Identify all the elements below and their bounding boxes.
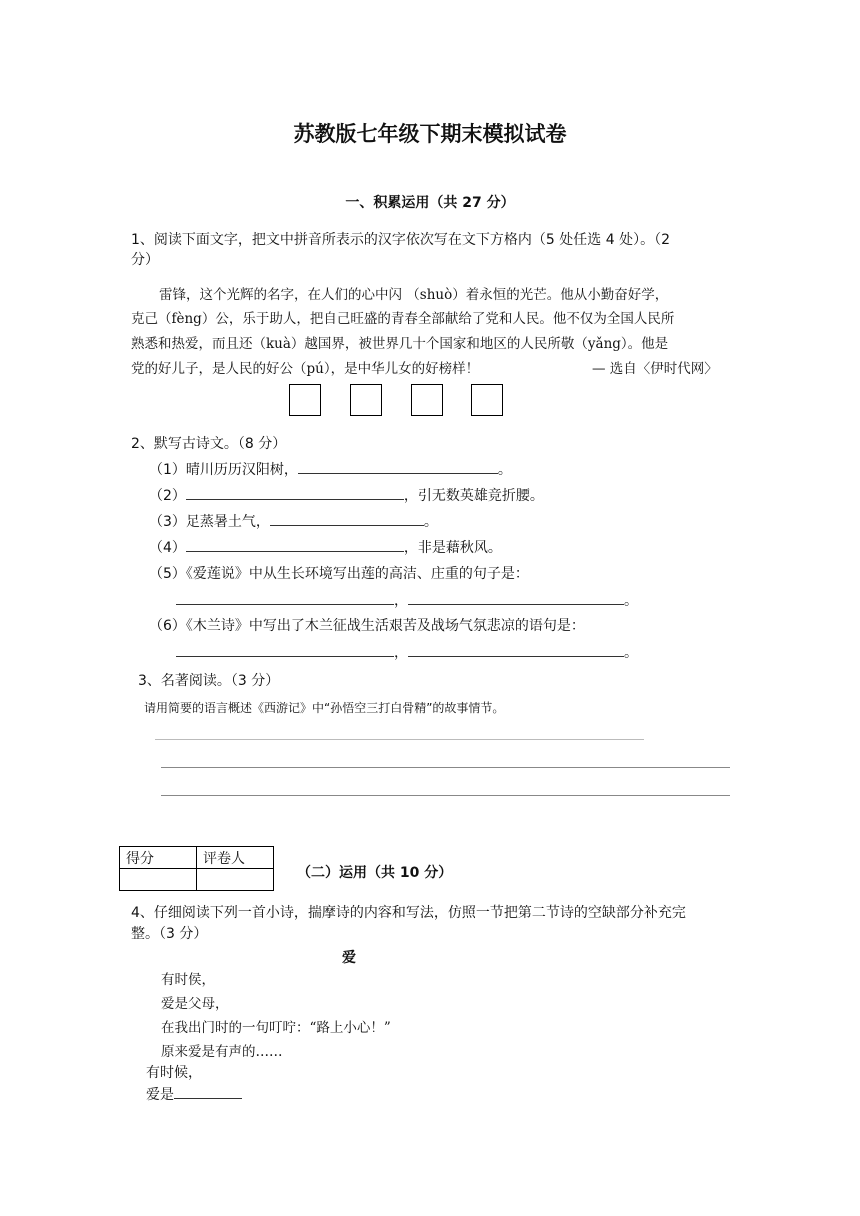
section1-heading: 一、积累运用（共 27 分） xyxy=(345,195,515,211)
blank-line[interactable] xyxy=(186,537,404,552)
q2-item-5: （5）《爱莲说》中从生长环境写出莲的高洁、庄重的句子是： xyxy=(149,566,529,582)
poem-line: 有时侯， xyxy=(161,972,215,988)
q2-heading: 2、默写古诗文。（8 分） xyxy=(131,436,287,452)
poem-line: 在我出门时的一句叮咛：“路上小心！” xyxy=(161,1020,391,1036)
blank-line[interactable] xyxy=(186,485,404,500)
blank-line[interactable] xyxy=(176,590,394,605)
q2-item-2: （2） ，引无数英雄竞折腰。 xyxy=(149,485,544,505)
blank-line[interactable] xyxy=(408,642,624,657)
score-table xyxy=(119,846,274,891)
score-cell[interactable] xyxy=(120,869,197,891)
answer-line[interactable] xyxy=(161,767,730,768)
q2-item-3: （3）足蒸暑土气， 。 xyxy=(149,511,438,531)
blank-line[interactable] xyxy=(270,511,424,526)
q1-text-line2: 分） xyxy=(131,252,159,268)
grader-cell[interactable] xyxy=(197,869,274,891)
passage-line: 熟悉和热爱，而且还（kuà）越国界，被世界几十个国家和地区的人民所敬（yǎng）。他是 xyxy=(131,336,669,352)
blank-line[interactable] xyxy=(298,459,498,474)
section2-heading: （二）运用（共 10 分） xyxy=(297,865,453,881)
answer-box-4[interactable] xyxy=(471,384,503,416)
q4-text-line2: 整。（3 分） xyxy=(131,926,208,942)
q2-item-1: （1）晴川历历汉阳树， 。 xyxy=(149,459,512,479)
blank-line[interactable] xyxy=(174,1084,242,1099)
grader-header: 评卷人 xyxy=(197,847,274,869)
q4-text-line1: 4、仔细阅读下列一首小诗，揣摩诗的内容和写法，仿照一节把第二节诗的空缺部分补充完 xyxy=(131,905,686,921)
blank-line[interactable] xyxy=(176,642,394,657)
q2-item-6: （6）《木兰诗》中写出了木兰征战生活艰苦及战场气氛悲凉的语句是： xyxy=(149,618,585,634)
passage-line: 党的好儿子，是人民的好公（pú），是中华儿女的好榜样！ xyxy=(131,361,480,377)
q2-item-6-blanks: ， 。 xyxy=(176,642,638,662)
poem-line: 爱是 xyxy=(146,1084,242,1104)
q3-heading: 3、名著阅读。（3 分） xyxy=(138,673,280,689)
q2-item-5-blanks: ， 。 xyxy=(176,590,638,610)
passage-source: — 选自〈伊时代网〉 xyxy=(592,361,718,377)
passage-line: 雷锋，这个光辉的名字，在人们的心中闪 （shuò）着永恒的光芒。他从小勤奋好学， xyxy=(159,287,669,303)
blank-line[interactable] xyxy=(408,590,624,605)
poem-line: 爱是父母， xyxy=(161,996,229,1012)
q2-item-4: （4） ，非是藉秋风。 xyxy=(149,537,502,557)
passage-line: 克己（fèng）公，乐于助人，把自己旺盛的青春全部献给了党和人民。他不仅为全国人民所 xyxy=(131,311,675,327)
poem-line: 有时候， xyxy=(146,1065,202,1081)
q1-text-line1: 1、阅读下面文字，把文中拼音所表示的汉字依次写在文下方格内（5 处任选 4 处）。（2 xyxy=(131,232,670,248)
poem-title: 爱 xyxy=(342,950,356,966)
answer-line[interactable] xyxy=(155,739,644,740)
poem-line: 原来爱是有声的…… xyxy=(161,1044,283,1060)
q3-prompt: 请用简要的语言概述《西游记》中“孙悟空三打白骨精”的故事情节。 xyxy=(144,701,505,715)
answer-box-3[interactable] xyxy=(411,384,443,416)
answer-box-2[interactable] xyxy=(350,384,382,416)
answer-box-1[interactable] xyxy=(289,384,321,416)
score-header: 得分 xyxy=(120,847,197,869)
page-title: 苏教版七年级下期末模拟试卷 xyxy=(293,122,567,146)
answer-line[interactable] xyxy=(161,795,730,796)
